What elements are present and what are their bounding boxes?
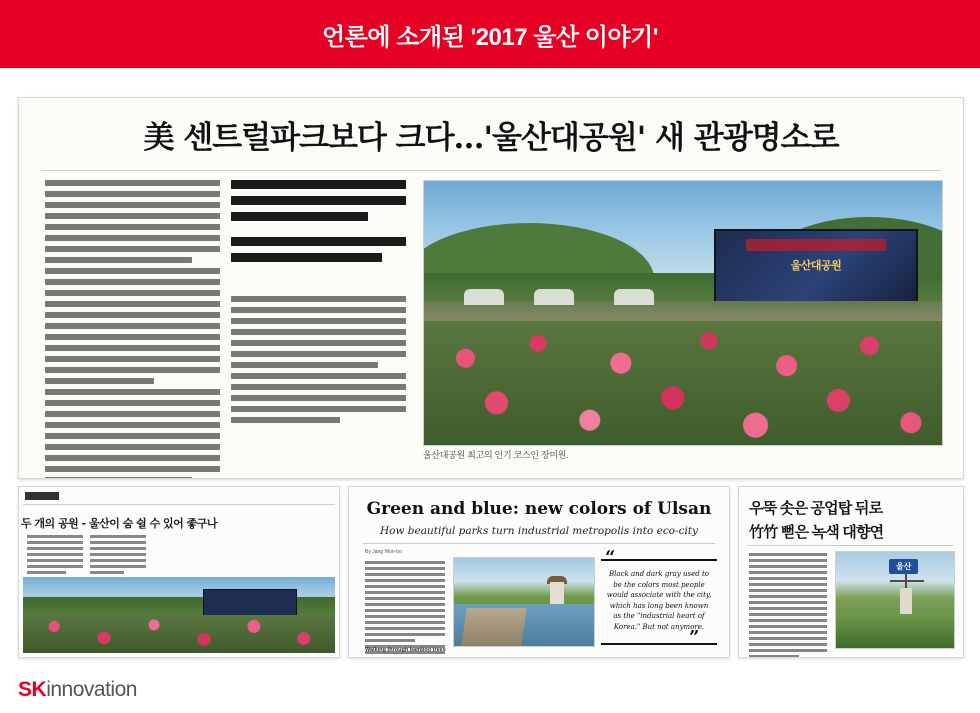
clipping-b-headline: Green and blue: new colors of Ulsan	[366, 499, 712, 519]
clipping-a-photo	[23, 577, 335, 653]
article-photo-caption: 울산대공원 최고의 인기 코스인 장미원.	[423, 450, 569, 460]
clipping-b-byline: By Jang Won-bo	[365, 549, 402, 555]
headline-divider	[41, 170, 941, 171]
clipping-b-footer-text: Walking through bamboo trees	[365, 647, 446, 653]
newspaper-masthead-tag	[25, 492, 59, 500]
clipping-a-headline: 두 개의 공원 - 울산이 숨 쉴 수 있어 좋구나	[20, 517, 218, 530]
page-header	[0, 0, 980, 68]
main-article-headline: 美 센트럴파크보다 크다…'울산대공원' 새 관광명소로	[143, 120, 839, 156]
photo-screen-text: 울산대공원	[790, 260, 842, 272]
clipping-c-location-badge: 울산	[889, 559, 918, 574]
clipping-korean-left	[18, 486, 340, 658]
clipping-b-body	[365, 561, 445, 658]
quote-open-icon: “	[605, 547, 616, 568]
clipping-c-headline-line1: 우뚝 솟은 공업탑 뒤로	[749, 500, 883, 517]
quote-close-icon: ”	[689, 627, 700, 648]
clipping-b-pullquote: Black and dark gray used to be the colors most people would associate with the city, which has long been known as the "industrial heart of Korea." But not anymore.	[601, 559, 717, 645]
page-title: 언론에 소개된 '2017 울산 이야기'	[322, 23, 658, 51]
logo-innovation-text: innovation	[46, 678, 137, 701]
content-canvas	[0, 68, 980, 673]
page-footer	[0, 673, 980, 713]
clipping-b-subhead: How beautiful parks turn industrial metropolis into eco-city	[380, 525, 698, 537]
clipping-c-headline-line2: 竹竹 뻗은 녹색 대향연	[749, 524, 884, 541]
clipping-english-center	[348, 486, 730, 658]
bottom-clippings-row	[18, 486, 962, 656]
sk-innovation-logo	[18, 678, 137, 702]
article-photo-rose-garden	[423, 180, 943, 446]
photo-stage-screen	[714, 229, 918, 307]
clipping-korean-right	[738, 486, 964, 658]
clipping-c-body	[749, 553, 827, 658]
article-column-1	[45, 180, 220, 479]
article-column-2	[231, 180, 406, 428]
logo-sk-text: SK	[18, 678, 47, 701]
clipping-b-photo-park	[453, 557, 595, 647]
main-article-clipping	[18, 97, 964, 479]
